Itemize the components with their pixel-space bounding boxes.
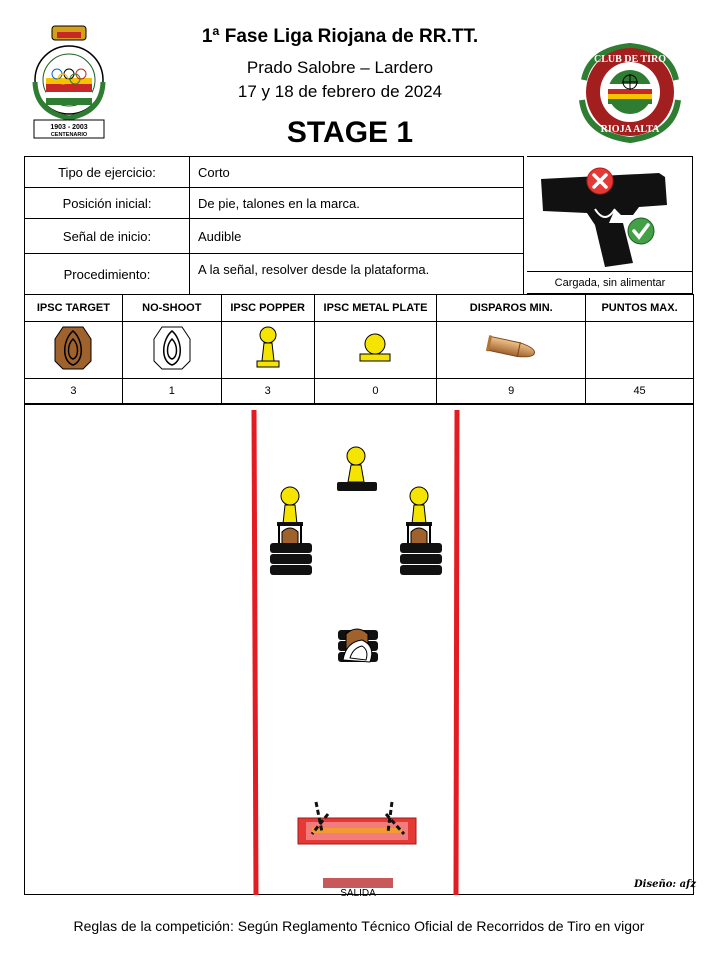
ipsc-target-with-no-shoot <box>338 629 378 662</box>
start-label: SALIDA <box>340 888 376 899</box>
logo-years: 1903 - 2003 <box>50 124 88 131</box>
stage-title: STAGE 1 <box>286 116 414 149</box>
logo-caption: CENTENARIO <box>50 132 88 138</box>
event-venue: Prado Salobre – Lardero <box>246 58 434 77</box>
info-label: Procedimiento: <box>25 254 190 295</box>
count-metal-plate: 0 <box>314 379 437 404</box>
club-logo-top-text: CLUB DE TIRO <box>593 54 667 65</box>
weapon-caption: Cargada, sin alimentar <box>554 277 666 289</box>
header-metal-plate: IPSC METAL PLATE <box>314 295 437 322</box>
header-ipsc-target: IPSC TARGET <box>25 295 123 322</box>
info-value: De pie, talones en la marca. <box>190 188 524 219</box>
left-fault-line <box>254 410 256 895</box>
count-disparos-min: 9 <box>437 379 586 404</box>
start-position-marker <box>323 878 393 888</box>
info-value: Audible <box>190 219 524 254</box>
info-label: Tipo de ejercicio: <box>25 157 190 188</box>
club-logo-bottom-text: RIOJA ALTA <box>600 124 660 135</box>
ipsc-target-with-barrels <box>270 528 312 575</box>
count-no-shoot: 1 <box>122 379 221 404</box>
right-fault-line <box>456 410 457 895</box>
info-value: A la señal, resolver desde la plataforma. <box>190 254 524 295</box>
info-label: Posición inicial: <box>25 188 190 219</box>
event-dates: 17 y 18 de febrero de 2024 <box>237 82 443 101</box>
count-ipsc-target: 3 <box>25 379 123 404</box>
header-no-shoot: NO-SHOOT <box>122 295 221 322</box>
popper <box>337 447 377 491</box>
header-puntos-max: PUNTOS MAX. <box>586 295 694 322</box>
count-popper: 3 <box>221 379 314 404</box>
count-puntos-max: 45 <box>586 379 694 404</box>
info-label: Señal de inicio: <box>25 219 190 254</box>
header-disparos-min: DISPAROS MIN. <box>437 295 586 322</box>
info-value: Corto <box>190 157 524 188</box>
ipsc-target-with-barrels <box>400 528 442 575</box>
designer-signature: Diseño: afz <box>634 879 697 890</box>
event-title: 1ª Fase Liga Riojana de RR.TT. <box>201 26 479 47</box>
header-ipsc-popper: IPSC POPPER <box>221 295 314 322</box>
competition-rules-footer: Reglas de la competición: Según Reglamento Técnico Oficial de Recorridos de Tiro en vigor <box>73 918 645 934</box>
shooting-platform <box>298 802 416 844</box>
